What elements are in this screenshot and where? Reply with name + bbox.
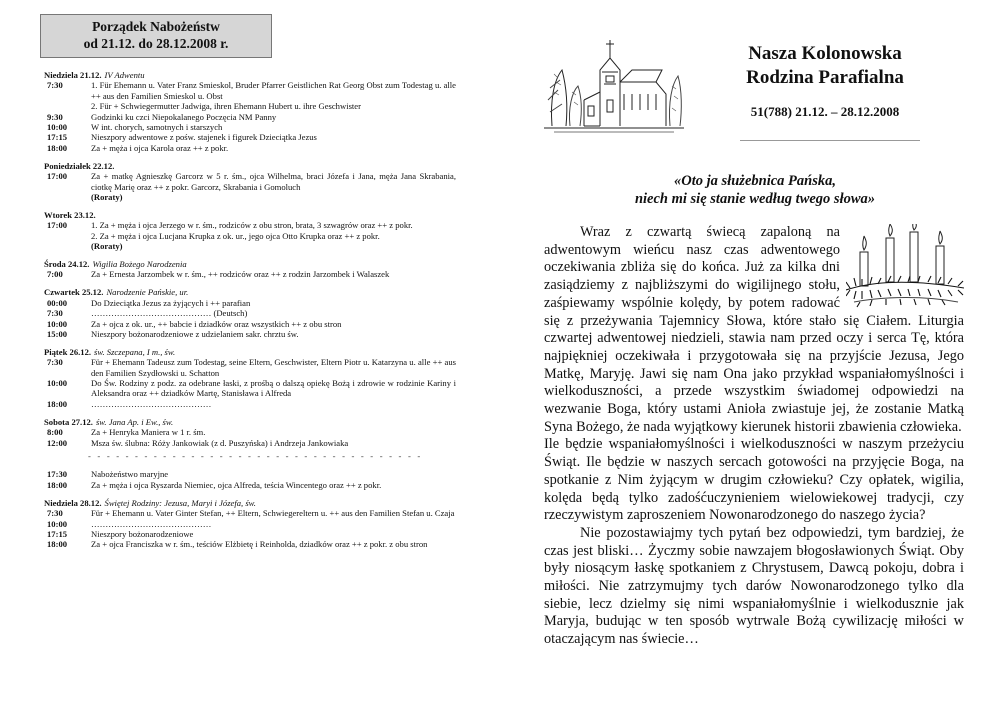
entry-text (91, 378, 456, 399)
entry-intention: Za + Henryka Maniera w 1 r. śm. (91, 427, 206, 438)
entry-intention: 1. Za + męża i ojca Jerzego w r. śm., rodziców z obu stron, brata, 3 szwagrów oraz ++ z pokr. (91, 220, 413, 231)
day-heading (44, 210, 456, 220)
entry-text (91, 438, 456, 448)
entry-text (91, 80, 456, 101)
entry-intention: Do Św. Rodziny z podz. za odebrane łaski, z prośbą o dalszą opiekę Bożą i zdrowie w rodzinie Kariny i Aleksandra oraz ++ dziadków Martę, Stanisława i Alfreda (91, 378, 456, 399)
entry-time: 8:00 (47, 427, 63, 438)
schedule-entry (44, 298, 456, 308)
entry-time: 17:15 (47, 528, 68, 539)
entry-text (91, 357, 456, 378)
entry-intention: …………………………………… (Deutsch) (91, 308, 248, 319)
entry-time: 00:00 (47, 297, 68, 308)
schedule-entry (44, 438, 456, 448)
entry-time: 12:00 (47, 437, 68, 448)
schedule-entry (44, 480, 456, 490)
entry-time: 17:15 (47, 132, 68, 143)
entry-text (91, 298, 456, 308)
church-illustration-icon (544, 30, 684, 134)
schedule-entry (44, 378, 456, 399)
motto-line1: «Oto ja służebnica Pańska, (674, 173, 836, 189)
entry-text (91, 220, 456, 230)
schedule-entry (44, 399, 456, 409)
day-heading (44, 498, 456, 508)
entry-text (91, 122, 456, 132)
schedule-entry (44, 101, 456, 111)
entry-intention: Za + męża i ojca Karola oraz ++ z pokr. (91, 142, 229, 153)
entry-time: 7:30 (47, 80, 63, 91)
day-heading (44, 161, 456, 171)
entry-time: 17:00 (47, 171, 68, 182)
entry-intention: Nieszpory adwentowe z pośw. stajenek i figurek Dzieciątka Jezus (91, 132, 317, 143)
schedule-entry (44, 171, 456, 202)
schedule-dates: od 21.12. do 28.12.2008 r. (83, 36, 229, 51)
entry-intention: Nieszpory bożonarodzeniowe (91, 528, 194, 539)
separator-dashes: - - - - - - - - - - - - - - - - - - - - - - - - - - - - - - - - - - - - (88, 451, 423, 461)
day-feast: św. Jana Ap. i Ew., św. (95, 416, 174, 427)
entry-intention: Za + Ernesta Jarzombek w r. śm., ++ rodziców oraz ++ z rodzin Jarzombek i Walaszek (91, 269, 390, 280)
schedule-entry (44, 80, 456, 101)
entry-intention: W int. chorych, samotnych i starszych (91, 122, 223, 133)
schedule-entry (44, 319, 456, 329)
day-date: Niedziela 21.12. (44, 70, 102, 80)
entry-time: 18:00 (47, 142, 68, 153)
bulletin-title-line2: Rodzina Parafialna (746, 67, 904, 88)
day-heading (44, 70, 456, 80)
motto (570, 172, 940, 208)
entry-text (91, 529, 456, 539)
entry-text (91, 480, 456, 490)
entry-time: 10:00 (47, 318, 68, 329)
entry-time: 10:00 (47, 122, 68, 133)
schedule-title: Porządek Nabożeństw (92, 19, 220, 34)
entry-note: (Roraty) (91, 191, 123, 202)
day-date: Poniedziałek 22.12. (44, 160, 115, 171)
entry-text (91, 539, 456, 549)
schedule-day (44, 498, 456, 550)
schedule-entry (44, 357, 456, 378)
entry-time: 10:00 (47, 378, 68, 389)
day-date: Piątek 26.12. (44, 346, 92, 357)
entry-time: 7:00 (47, 269, 63, 280)
schedule-entry (44, 112, 456, 122)
entry-intention: 2. Für + Schwiegermutter Jadwiga, ihren Ehemann Hubert u. ihre Geschwister (91, 101, 361, 112)
left-page (40, 0, 460, 701)
schedule-entry (44, 539, 456, 549)
entry-intention: Für + Ehemann Tadeusz zum Todestag, seine Eltern, Geschwister, Eltern Piotr u. Katarzyna u. alle ++ aus den Familien Szydłowski u. Schatton (91, 357, 456, 378)
schedule-day (44, 210, 456, 252)
schedule-entry (44, 508, 456, 518)
schedule-entry (44, 529, 456, 539)
entry-time (44, 231, 91, 252)
entry-time: 18:00 (47, 479, 68, 490)
entry-text (91, 508, 456, 518)
entry-intention: 2. Za + męża i ojca Lucjana Krupka z ok. ur., jego ojca Otto Krupka oraz ++ z pokr. (91, 230, 380, 241)
entry-text (91, 399, 456, 409)
day-feast: Wigilia Bożego Narodzenia (92, 259, 187, 269)
entry-time: 9:30 (47, 111, 63, 122)
entry-intention: Msza św. ślubna: Róży Jankowiak (z d. Puszyńska) i Andrzeja Jankowiaka (91, 437, 349, 448)
entry-text (91, 269, 456, 279)
issue-number: 51(788) 21.12. – 28.12.2008 (750, 104, 900, 119)
entry-text (91, 171, 456, 202)
entry-time: 15:00 (47, 328, 68, 339)
article-paragraph-1: Wraz z czwartą świecą zapaloną na adwentowym wieńcu nasz czas adwentowego oczekiwania zbliża się do końca. Już za kilka dni zasiądziemy z najbliższymi do wigilijnego stołu, zaśpiewamy wspólnie kolędy, by potem radować się z przeżywania Tajemnicy Słowa, które stało się Ciałem. Liturgia czwartej adwentowej niedzieli, stawia nam przed oczy i serca Tę, która najpiękniej oczekiwała i przygotowała się na przyjście Jezusa, Jego Matkę, Maryję. Jawi się nam Ona jako przykład wspaniałomyślności i wielkoduszności, a przede wszystkim świadomej odpowiedzi na wezwanie Boga, który ustami Anioła zwiastuje jej, że zostanie Matką Syna Bożego, że nada wyjątkowy kierunek historii zbawienia człowieka. (544, 224, 964, 435)
entry-text (91, 519, 456, 529)
entry-text (91, 231, 456, 252)
entry-time: 18:00 (47, 398, 68, 409)
entry-intention: …………………………………… (91, 518, 212, 529)
day-heading (44, 259, 456, 269)
schedule-entry (44, 220, 456, 230)
schedule-entry (44, 269, 456, 279)
entry-intention: Für + Ehemann u. Vater Ginter Stefan, ++ Eltern, Schwiegereltern u. ++ aus den Familien Stefan u. Czaja (91, 508, 455, 519)
schedule-entry (44, 329, 456, 339)
entry-time: 10:00 (47, 518, 68, 529)
day-heading (44, 417, 456, 427)
schedule-entry (44, 469, 456, 479)
entry-intention: 1. Für Ehemann u. Vater Franz Smieskol, Bruder Pfarrer Geistlichen Rat Georg Obst zum Todestag u. alle ++ aus den Familien Smieskol u. Obst (91, 80, 456, 101)
entry-time: 7:30 (47, 508, 63, 519)
article-body (544, 224, 964, 649)
entry-intention: Za + ojca Franciszka w r. śm., teściów Elżbietę i Reinholda, dziadków oraz ++ z pokr. z obu stron (91, 539, 428, 550)
entry-intention: Za + matkę Agnieszkę Garcorz w 5 r. śm., ojca Wilhelma, braci Józefa i Jana, męża Jana Skrabania, ciotkę Marię oraz ++ z pokr. Garcorz, Skrabania i Gomoluch (91, 171, 456, 192)
schedule-day (44, 259, 456, 280)
schedule-entry (44, 143, 456, 153)
entry-intention: Godzinki ku czci Niepokalanego Poczęcia NM Panny (91, 111, 277, 122)
entry-time: 17:30 (47, 469, 68, 480)
entry-text (91, 132, 456, 142)
schedule-entry (44, 132, 456, 142)
schedule-entry (44, 519, 456, 529)
schedule-day (44, 347, 456, 409)
right-page (540, 0, 964, 701)
schedule-entry (44, 231, 456, 252)
entry-intention: Do Dzieciątka Jezus za żyjących i ++ parafian (91, 297, 251, 308)
bulletin-title (710, 42, 940, 90)
entry-time: 17:00 (47, 220, 68, 231)
day-heading (44, 347, 456, 357)
entry-time: 7:30 (47, 308, 63, 319)
entry-note: (Roraty) (91, 241, 123, 252)
day-date: Środa 24.12. (44, 259, 90, 269)
entry-time: 18:00 (47, 539, 68, 550)
entry-text (91, 427, 456, 437)
day-date: Sobota 27.12. (44, 416, 93, 427)
article-paragraph-2: Ile będzie wspaniałomyślności i wielkoduszności w naszym przeżyciu Świąt. Ile będzie w naszych sercach gotowości na przyjęcie Boga, na spotkanie z Nim żyjącym w drugim człowieku? Czy opłatek, wigilia, kolęda będą tylko zadośćuczynieniem wielowiekowej tradycji, czy rzeczywistym zaproszeniem Nowonarodzonego do naszego życia? (544, 436, 964, 524)
day-feast: IV Adwentu (104, 70, 145, 80)
day-date: Wtorek 23.12. (44, 209, 96, 220)
entry-intention: Nieszpory bożonarodzeniowe z udzielaniem sakr. chrztu św. (91, 328, 299, 339)
entry-time: 7:30 (47, 357, 63, 368)
advent-wreath-icon (846, 224, 964, 308)
entry-intention: …………………………………… (91, 398, 212, 409)
day-date: Czwartek 25.12. (44, 287, 104, 298)
schedule-day (44, 70, 456, 153)
entry-text (91, 319, 456, 329)
schedule-entry (44, 427, 456, 437)
schedule-day (44, 417, 456, 490)
article-paragraph-3: Nie pozostawiajmy tych pytań bez odpowiedzi, tym bardziej, że czas jest bliski… Życzmy sobie nawzajem błogosławionych Świąt. Oby były niosącym łaskę spotkaniem z Chrystusem, Dawcą pokoju, dobra i miłości. Nie zatrzymujmy tych darów Nowonarodzonego tylko dla siebie, lecz dzielmy się nimi wspaniałomyślnie i wielkodusznie jak Maryja, budując w ten sposób wytrwale Bożą cywilizację miłości w otaczającym nas świecie… (544, 524, 964, 648)
entry-text (91, 101, 456, 111)
day-heading (44, 287, 456, 297)
schedule-day (44, 287, 456, 339)
entry-text (91, 329, 456, 339)
entry-text (91, 308, 456, 318)
entry-intention: Nabożeństwo maryjne (91, 469, 169, 480)
entry-text (91, 112, 456, 122)
schedule-entry (44, 308, 456, 318)
schedule-entry (44, 122, 456, 132)
bulletin-title-line1: Nasza Kolonowska (748, 43, 902, 64)
entry-time (44, 101, 91, 111)
entry-intention: Za + ojca z ok. ur., ++ babcie i dziadków oraz wszystkich ++ z obu stron (91, 318, 342, 329)
entry-text (91, 143, 456, 153)
divider (740, 140, 920, 141)
schedule-title-box (40, 14, 272, 58)
mass-schedule (44, 70, 456, 557)
day-feast: Świętej Rodziny: Jezusa, Maryi i Józefa, św. (104, 497, 256, 508)
entry-text (91, 469, 456, 479)
day-feast: Narodzenie Pańskie, ur. (106, 287, 189, 298)
day-feast: św. Szczepana, I m., św. (94, 346, 176, 357)
motto-line2: niech mi się stanie według twego słowa» (634, 191, 876, 207)
schedule-day (44, 161, 456, 203)
entry-intention: Za + męża i ojca Ryszarda Niemiec, ojca Alfreda, teścia Wincentego oraz ++ z pokr. (91, 479, 382, 490)
day-date: Niedziela 28.12. (44, 497, 102, 508)
